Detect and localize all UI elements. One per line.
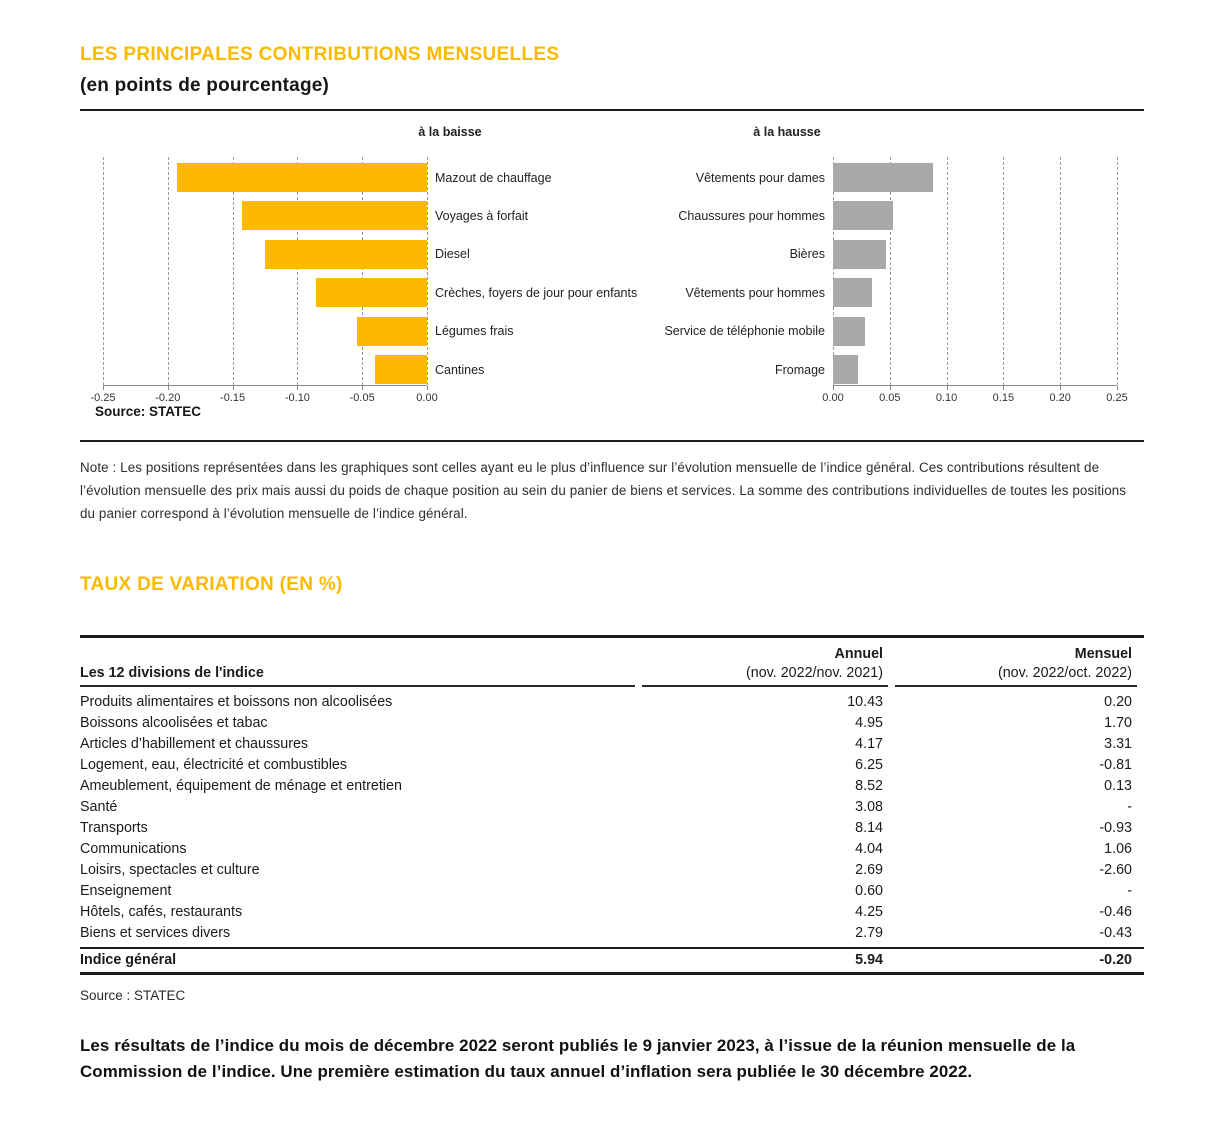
axis-tick-label: -0.05 [349, 392, 375, 404]
row-label: Boissons alcoolisées et tabac [80, 715, 268, 732]
table-header-annuel: Annuel [834, 646, 883, 663]
chart-title-hausse: à la hausse [753, 125, 821, 139]
category-label: Cantines [435, 362, 485, 377]
data-bar [833, 163, 933, 192]
category-label: Crèches, foyers de jour pour enfants [435, 285, 638, 300]
row-mensuel: 3.31 [1104, 736, 1132, 753]
category-label: Chaussures pour hommes [678, 208, 825, 223]
row-label: Santé [80, 799, 118, 816]
data-bar [265, 240, 427, 269]
data-bar [833, 278, 872, 307]
total-row-annuel: 5.94 [640, 947, 890, 975]
axis-tick-label: 0.00 [416, 392, 438, 404]
axis-tick-mark [1117, 386, 1118, 390]
category-label: Diesel [435, 247, 470, 262]
note-text: Note : Les positions représentées dans les graphiques sont celles ayant eu le plus d’influence sur l’évolution mensuelle de l’indice général. Ces contributions résultent de l’évolution mensuelle des prix mais aussi du poids de chaque position au sein du panier de biens et services. La somme des contributions individuelles de toutes les positions du panier correspond à l’évolution mensuelle de l’indice général. [80, 460, 1127, 522]
gridline [947, 157, 948, 385]
row-annuel: 3.08 [855, 799, 883, 816]
row-annuel: 4.17 [855, 736, 883, 753]
axis-tick-mark [362, 386, 363, 390]
table-subheader-annuel: (nov. 2022/nov. 2021) [642, 663, 888, 687]
chart-hausse-plot [822, 157, 1128, 404]
row-annuel: 2.69 [855, 862, 883, 879]
table-header-divisions: Les 12 divisions de l'indice [80, 663, 635, 687]
page-subtitle: (en points de pourcentage) [80, 75, 330, 96]
category-label: Mazout de chauffage [435, 170, 552, 185]
category-label: Service de téléphonie mobile [664, 324, 825, 339]
axis-tick-label: 0.20 [1049, 392, 1071, 404]
data-bar [177, 163, 427, 192]
axis-tick-label: 0.15 [992, 392, 1015, 404]
contributions-charts [80, 111, 1144, 442]
table-source: Source : STATEC [80, 988, 186, 1004]
row-mensuel: 0.20 [1104, 694, 1132, 711]
row-mensuel: -2.60 [1099, 862, 1132, 879]
total-row-label: Indice général [80, 947, 640, 975]
row-mensuel: - [1127, 883, 1132, 900]
table-header-spacer [80, 638, 640, 663]
row-annuel: 0.60 [855, 883, 883, 900]
chart-baisse-plot [90, 157, 438, 404]
data-bar [375, 355, 427, 384]
gridline [427, 157, 428, 385]
row-label: Articles d’habillement et chaussures [80, 736, 309, 753]
row-label: Logement, eau, électricité et combustibles [80, 757, 348, 774]
row-label: Biens et services divers [80, 925, 231, 942]
row-annuel: 4.25 [855, 904, 883, 921]
row-label: Loisirs, spectacles et culture [80, 862, 260, 879]
row-label: Communications [80, 841, 187, 858]
axis-tick-label: -0.20 [155, 392, 181, 404]
row-label: Hôtels, cafés, restaurants [80, 904, 243, 921]
row-annuel: 4.95 [855, 715, 883, 732]
axis-tick-mark [103, 386, 104, 390]
gridline [1060, 157, 1061, 385]
gridline [168, 157, 169, 385]
category-label: Vêtements pour dames [695, 170, 825, 185]
axis-tick-mark [1060, 386, 1061, 390]
axis-tick-label: -0.10 [284, 392, 310, 404]
row-annuel: 8.52 [855, 778, 883, 795]
axis-tick-mark [168, 386, 169, 390]
row-annuel: 8.14 [855, 820, 883, 837]
axis-tick-label: 0.00 [822, 392, 844, 404]
row-mensuel: 1.06 [1104, 841, 1132, 858]
data-bar [242, 201, 427, 230]
row-annuel: 10.43 [847, 694, 883, 711]
axis-tick-mark [833, 386, 834, 390]
row-annuel: 2.79 [855, 925, 883, 942]
row-mensuel: -0.93 [1099, 820, 1132, 837]
row-annuel: 6.25 [855, 757, 883, 774]
row-label: Ameublement, équipement de ménage et entretien [80, 778, 402, 795]
data-bar [833, 317, 865, 346]
category-label: Fromage [774, 362, 825, 377]
axis-tick-mark [233, 386, 234, 390]
axis-tick-mark [890, 386, 891, 390]
axis-tick-mark [1003, 386, 1004, 390]
gridline [1117, 157, 1118, 385]
table-subheader-mensuel: (nov. 2022/oct. 2022) [895, 663, 1137, 687]
data-bar [316, 278, 427, 307]
row-mensuel: -0.46 [1099, 904, 1132, 921]
axis-tick-mark [427, 386, 428, 390]
page-title: LES PRINCIPALES CONTRIBUTIONS MENSUELLES [80, 44, 560, 65]
row-annuel: 4.04 [855, 841, 883, 858]
axis-tick-label: -0.15 [220, 392, 246, 404]
row-mensuel: 0.13 [1104, 778, 1132, 795]
row-mensuel: - [1127, 799, 1132, 816]
section-title-taux: TAUX DE VARIATION (EN %) [80, 574, 343, 596]
gridline [103, 157, 104, 385]
footer-announcement: Les résultats de l’indice du mois de décembre 2022 seront publiés le 9 janvier 2023, à l’issue de la réunion mensuelle de la Commission de l’indice. Une première estimation du taux annuel d’inflation sera publiée le 30 décembre 2022. [80, 1036, 1076, 1082]
total-row-mensuel: -0.20 [890, 947, 1144, 975]
axis-tick-mark [947, 386, 948, 390]
row-mensuel: 1.70 [1104, 715, 1132, 732]
row-mensuel: -0.81 [1099, 757, 1132, 774]
chart-hausse-labels [560, 157, 825, 386]
axis-tick-label: -0.25 [90, 392, 116, 404]
category-label: Légumes frais [435, 324, 514, 339]
axis-tick-label: 0.10 [935, 392, 958, 404]
row-label: Transports [80, 820, 148, 837]
axis-tick-label: 0.25 [1106, 392, 1128, 404]
document-page [80, 0, 1144, 1086]
chart-source: Source: STATEC [95, 404, 202, 419]
chart-title-baisse: à la baisse [418, 125, 482, 139]
row-label: Enseignement [80, 883, 172, 900]
axis-tick-label: 0.05 [879, 392, 901, 404]
data-bar [833, 201, 893, 230]
row-label: Produits alimentaires et boissons non alcoolisées [80, 694, 393, 711]
category-label: Voyages à forfait [435, 208, 529, 223]
variation-table [80, 635, 1144, 975]
data-bar [833, 240, 886, 269]
gridline [1003, 157, 1004, 385]
table-header-mensuel: Mensuel [1074, 646, 1132, 663]
category-label: Vêtements pour hommes [685, 285, 825, 300]
data-bar [357, 317, 427, 346]
data-bar [833, 355, 858, 384]
category-label: Bières [789, 247, 825, 262]
row-mensuel: -0.43 [1099, 925, 1132, 942]
axis-tick-mark [297, 386, 298, 390]
